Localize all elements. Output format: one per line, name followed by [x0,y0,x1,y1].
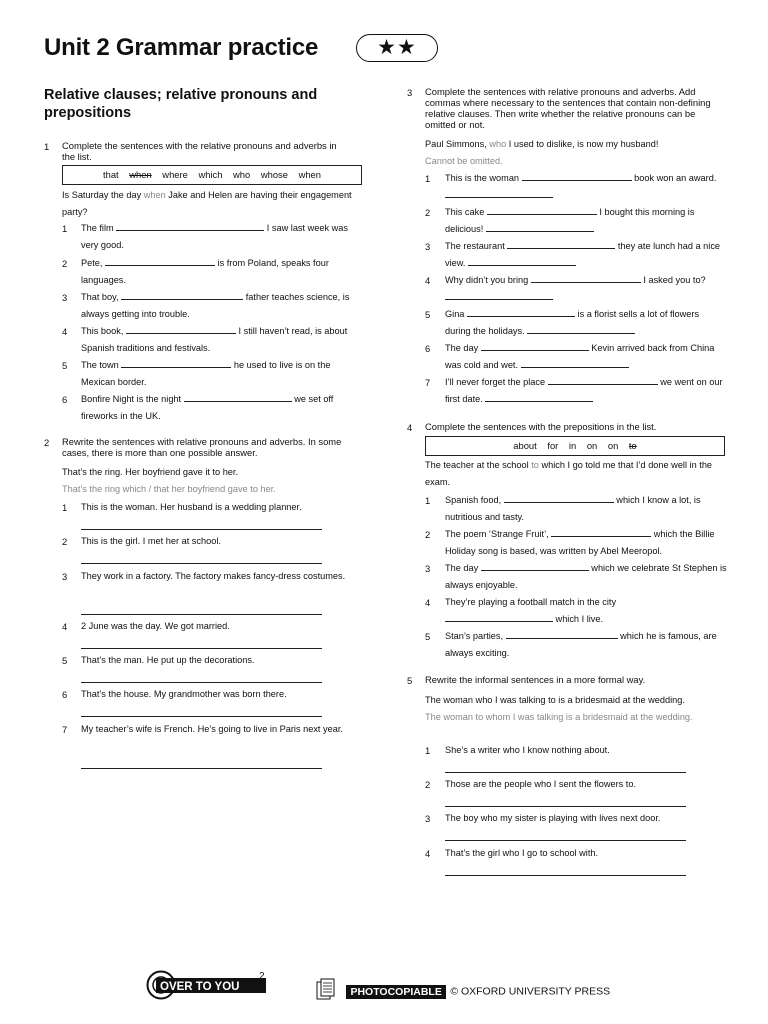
answer-line[interactable] [445,772,686,773]
ex3-item-6: The day Kevin arrived back from China was cold and wet. [445,343,715,370]
ex3-example-answer: Cannot be omitted. [425,156,503,166]
example-answer: who [489,139,507,149]
ex3-item-3: The restaurant they ate lunch had a nice view. [445,241,721,268]
ex5-item-3: The boy who my sister is playing with lives next door. [445,813,661,823]
ex2-item-3: They work in a factory. The factory makes fancy-dress costumes. [81,571,346,581]
answer-blank[interactable] [531,273,641,283]
ex2-number: 2 [44,437,50,448]
item-number: 5 [425,309,431,320]
ex2-example-answer: That’s the ring which / that her boyfriend gave to her. [62,484,276,494]
answer-blank[interactable] [551,527,651,537]
item-number: 4 [425,848,431,859]
ex1-item-2: Pete, is from Poland, speaks four languages. [81,258,329,285]
ex4-word-box [425,436,725,456]
ex5-number: 5 [407,675,413,686]
answer-blank[interactable] [481,341,589,351]
difficulty-stars: ★★ [356,34,438,62]
ex1-item-3: That boy, father teaches science, is always getting into trouble. [81,292,350,319]
ex1-instruction: Complete the sentences with the relative pronouns and adverbs in the list. [62,140,337,162]
answer-line[interactable] [81,563,322,564]
answer-blank[interactable] [126,324,236,334]
ex4-item-1: Spanish food, which I know a lot, is nutritious and tasty. [445,495,701,522]
ex5-item-2: Those are the people who I sent the flowers to. [445,779,637,789]
answer-line[interactable] [445,806,686,807]
item-number: 1 [62,502,68,513]
ex4-item-3: The day which we celebrate St Stephen is always enjoyable. [445,563,727,590]
ex1-number: 1 [44,141,50,152]
answer-line[interactable] [81,614,322,615]
ex1-item-6: Bonfire Night is the night we set off fireworks in the UK. [81,394,334,421]
item-number: 2 [425,207,431,218]
ex2-item-1: This is the woman. Her husband is a wedding planner. [81,502,302,512]
item-number: 5 [62,655,68,666]
ex4-word: in [568,440,577,451]
item-number: 6 [62,689,68,700]
item-number: 6 [425,343,431,354]
answer-line[interactable] [81,529,322,530]
answer-blank[interactable] [506,629,618,639]
ex4-number: 4 [407,422,413,433]
example-answer: to [531,460,539,470]
item-number: 3 [62,571,68,582]
answer-blank[interactable] [548,375,658,385]
footer-publisher [316,978,610,1005]
ex1-word: where [162,169,188,180]
page-title: Unit 2 Grammar practice [44,34,319,61]
ex1-word: who [233,169,251,180]
ex4-word: for [547,440,559,451]
section-subtitle: Relative clauses; relative pronouns and prepositions [44,87,318,121]
item-number: 3 [425,563,431,574]
answer-blank[interactable] [486,222,594,232]
ex2-item-7: My teacher’s wife is French. He’s going to live in Paris next year. [81,724,343,734]
item-number: 4 [425,597,431,608]
answer-line[interactable] [81,716,322,717]
ex3-example: Paul Simmons, who I used to dislike, is now my husband! [425,139,659,149]
ex2-example: That’s the ring. Her boyfriend gave it to her. [62,467,239,477]
item-number: 2 [425,779,431,790]
ex4-item-5: Stan’s parties, which he is famous, are always exciting. [445,631,717,658]
ex4-word: about [513,440,537,451]
answer-blank[interactable] [485,392,593,402]
ex4-word: on [607,440,619,451]
ex1-word-box [62,165,362,185]
item-number: 4 [62,326,68,337]
ex1-word: whose [260,169,288,180]
ex3-item-2: This cake I bought this morning is delicious! [445,207,695,234]
item-number: 3 [62,292,68,303]
ex3-instruction: Complete the sentences with relative pronouns and adverbs. Add commas where necessary to the sentences that contain non-defining relative clauses. Then write whether the relative pronouns can be omitted or not. [425,86,711,130]
answer-blank[interactable] [116,221,264,231]
ex1-word: that [103,169,119,180]
item-number: 3 [425,813,431,824]
ex1-item-5: The town he used to live is on the Mexican border. [81,360,331,387]
answer-blank[interactable] [487,205,597,215]
item-number: 4 [62,621,68,632]
item-number: 1 [425,173,431,184]
answer-line[interactable] [445,840,686,841]
item-number: 4 [425,275,431,286]
svg-text:2: 2 [259,971,265,982]
ex1-item-1: The film I saw last week was very good. [81,223,348,250]
answer-blank[interactable] [121,358,231,368]
ex1-item-4: This book, I still haven’t read, is about Spanish traditions and festivals. [81,326,348,353]
answer-blank[interactable] [504,493,614,503]
ex5-example-answer: The woman to whom I was talking is a bridesmaid at the wedding. [425,712,693,722]
ex3-item-5: Gina is a florist sells a lot of flowers during the holidays. [445,309,700,336]
ex4-item-4: They’re playing a football match in the city which I live. [445,597,617,624]
item-number: 1 [425,745,431,756]
item-number: 2 [425,529,431,540]
ex3-item-4: Why didn’t you bring I asked you to? [445,272,727,306]
item-number: 7 [425,377,431,388]
ex1-word: which [198,169,223,180]
answer-blank[interactable] [184,392,292,402]
answer-line[interactable] [81,768,322,769]
answer-blank[interactable] [445,188,553,198]
item-number: 6 [62,394,68,405]
ex3-item-7: I’ll never forget the place we went on our first date. [445,377,723,404]
item-number: 5 [425,631,431,642]
item-number: 1 [62,223,68,234]
item-number: 1 [425,495,431,506]
ex1-word-used: when [129,169,152,180]
item-number: 2 [62,536,68,547]
answer-blank[interactable] [527,324,635,334]
ex5-item-1: She’s a writer who I know nothing about. [445,745,610,755]
ex2-item-5: That’s the man. He put up the decorations. [81,655,255,665]
answer-line[interactable] [445,875,686,876]
ex4-item-2: The poem ‘Strange Fruit’, which the Billie Holiday song is based, was written by Abel Meeropol. [445,529,715,556]
answer-blank[interactable] [467,307,575,317]
ex2-instruction: Rewrite the sentences with relative pronouns and adverbs. In some cases, there is more than one possible answer. [62,436,342,458]
item-number: 5 [62,360,68,371]
ex4-instruction: Complete the sentences with the prepositions in the list. [425,421,657,432]
ex2-item-4: 2 June was the day. We got married. [81,621,230,631]
answer-blank[interactable] [445,290,553,300]
answer-blank[interactable] [481,561,589,571]
photocopiable-label: PHOTOCOPIABLE [346,985,445,999]
answer-blank[interactable] [507,239,615,249]
photocopy-icon [316,978,336,1005]
ex5-instruction: Rewrite the informal sentences in a more formal way. [425,674,646,685]
over-to-you-logo [146,970,270,998]
ex1-word: when [298,169,321,180]
ex1-example: Is Saturday the day when Jake and Helen are having their engagement party? [62,190,352,217]
ex4-word: on [586,440,598,451]
ex4-example: The teacher at the school to which I go told me that I’d done well in the exam. [425,460,713,487]
item-number: 3 [425,241,431,252]
ex4-word-used: to [628,440,637,451]
answer-blank[interactable] [468,256,576,266]
answer-blank[interactable] [521,358,629,368]
answer-line[interactable] [81,648,322,649]
ex5-item-4: That’s the girl who I go to school with. [445,848,599,858]
answer-blank[interactable] [522,171,632,181]
item-number: 7 [62,724,68,735]
example-answer: when [143,190,166,200]
ex3-item-1: This is the woman book won an award. [445,170,727,204]
answer-blank[interactable] [105,256,215,266]
ex2-item-2: This is the girl. I met her at school. [81,536,221,546]
answer-line[interactable] [81,682,322,683]
answer-blank[interactable] [445,612,553,622]
ex5-example: The woman who I was talking to is a bridesmaid at the wedding. [425,695,685,705]
item-number: 2 [62,258,68,269]
ex2-item-6: That’s the house. My grandmother was born there. [81,689,287,699]
ex3-number: 3 [407,87,413,98]
svg-text:OVER TO YOU: OVER TO YOU [160,981,240,993]
publisher-label: © OXFORD UNIVERSITY PRESS [450,985,611,998]
answer-blank[interactable] [121,290,243,300]
